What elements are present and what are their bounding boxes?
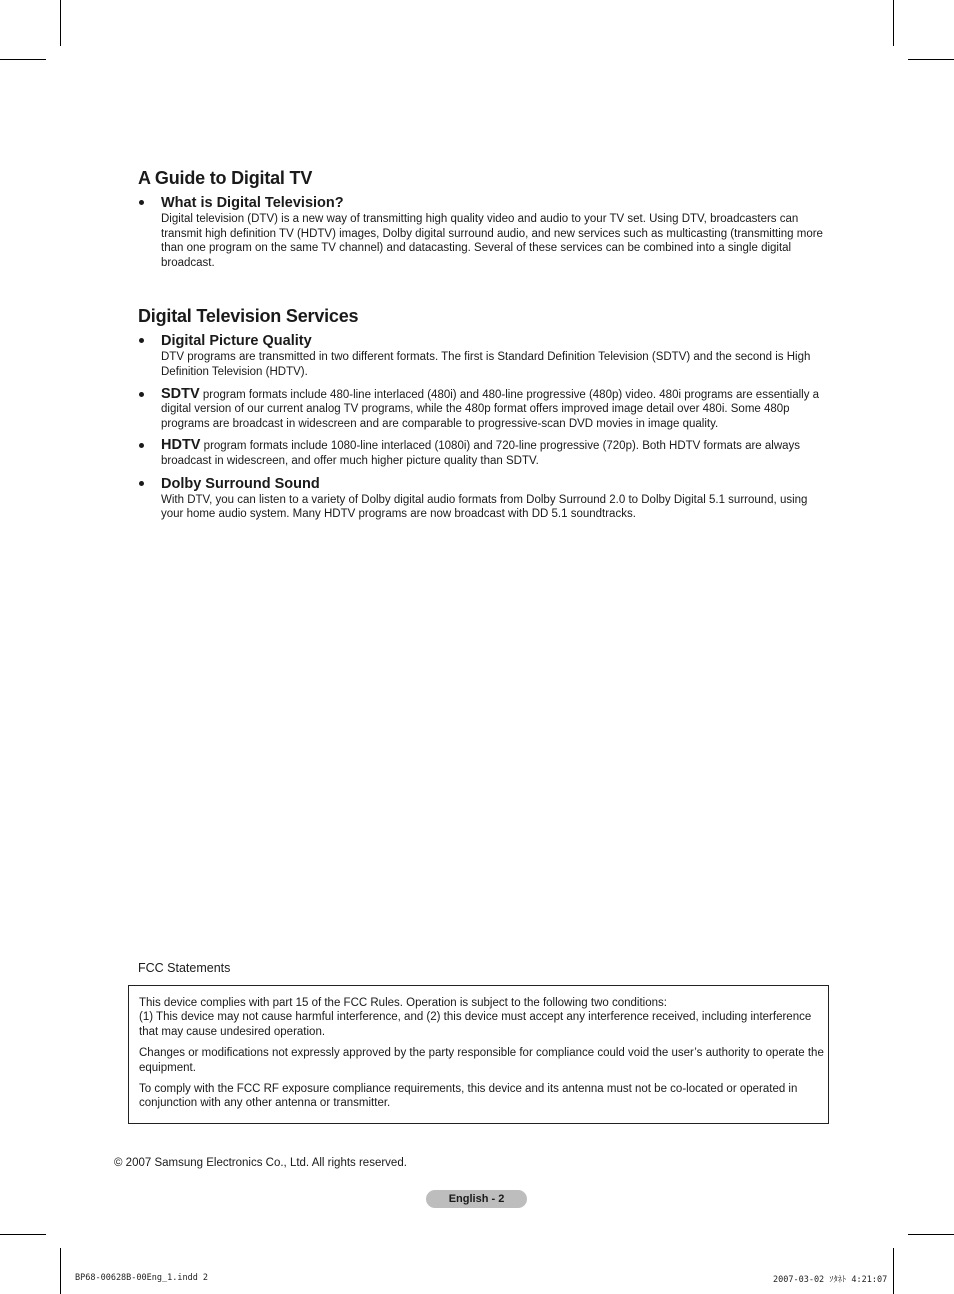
fcc-paragraph: To comply with the FCC RF exposure compliance requirements, this device and its antenna must not be co-located or operated in conjunction with any other antenna or transmitter. xyxy=(139,1083,798,1110)
services-heading: Digital Television Services xyxy=(138,306,359,327)
list-item xyxy=(138,438,830,468)
crop-mark xyxy=(908,59,954,60)
crop-mark xyxy=(893,0,894,46)
list-item xyxy=(138,195,830,270)
print-slug-timestamp: 2007-03-02 ｿﾀﾈﾄ 4:21:07 xyxy=(773,1275,888,1285)
item-text: program formats include 1080-line interlaced (1080i) and 720-line progressive (720p). Both HDTV formats are always broadcast in widescreen, and offer much higher picture quality than SDTV. xyxy=(161,440,801,467)
item-body: Digital television (DTV) is a new way of transmitting high quality video and audio to your TV set. Using DTV, broadcasters can transmit high definition TV (HDTV) images, Dolby digital surround audio, and new services such as multicasting (transmitting more than one program on the same TV channel) and datacasting. Several of these services can be combined into a single digital broadcast. xyxy=(161,213,823,269)
item-title: Digital Picture Quality xyxy=(161,333,312,350)
fcc-paragraph: Changes or modifications not expressly approved by the party responsible for compliance could void the user’s authority to operate the equipment. xyxy=(139,1047,824,1074)
fcc-heading: FCC Statements xyxy=(138,961,231,975)
print-slug-filename: BP68-00628B-00Eng_1.indd 2 xyxy=(75,1273,209,1283)
bullet-icon xyxy=(139,338,144,343)
bullet-icon xyxy=(139,481,144,486)
item-body: With DTV, you can listen to a variety of Dolby digital audio formats from Dolby Surround 2.0 to Dolby Digital 5.1 surround, using your home audio system. Many HDTV programs are now broadcast with DD 5.1 soundtracks. xyxy=(161,493,808,521)
fcc-line: (1) This device may not cause harmful interference, and (2) this device must accept any interference received, including interference that may cause undesired operation. xyxy=(139,1011,812,1038)
item-title: SDTV xyxy=(161,385,200,402)
crop-mark xyxy=(0,1234,46,1235)
crop-mark xyxy=(0,59,46,60)
list-item xyxy=(138,476,830,522)
crop-mark xyxy=(908,1234,954,1235)
item-title: Dolby Surround Sound xyxy=(161,475,320,492)
crop-mark xyxy=(60,0,61,46)
fcc-statement-box xyxy=(128,985,829,1124)
list-item xyxy=(138,333,830,379)
copyright-notice: © 2007 Samsung Electronics Co., Ltd. All rights reserved. xyxy=(114,1157,407,1169)
bullet-icon xyxy=(139,392,144,397)
bullet-icon xyxy=(139,443,144,448)
main-content xyxy=(138,168,830,529)
crop-mark xyxy=(60,1248,61,1294)
fcc-paragraph xyxy=(139,996,828,1039)
item-body: DTV programs are transmitted in two different formats. The first is Standard Definition Television (SDTV) and the second is High Definition Television (HDTV). xyxy=(161,351,811,378)
crop-mark xyxy=(893,1248,894,1294)
item-title: What is Digital Television? xyxy=(161,195,344,211)
item-body xyxy=(161,387,830,432)
fcc-line: This device complies with part 15 of the FCC Rules. Operation is subject to the following two conditions: xyxy=(139,997,667,1009)
bullet-icon xyxy=(139,200,144,205)
item-text: program formats include 480-line interlaced (480i) and 480-line progressive (480p) video. 480i programs are essentially a digital version of our current analog TV programs, while the 480p format offers improved image detail over 480i. Some 480p programs are broadcast in widescreen and are comparable to progressive-scan DVD movies in image quality. xyxy=(161,388,820,430)
item-title: HDTV xyxy=(161,437,201,454)
page-number-badge: English - 2 xyxy=(426,1190,527,1208)
list-item xyxy=(138,387,830,432)
guide-heading: A Guide to Digital TV xyxy=(138,168,313,188)
item-body xyxy=(161,438,830,468)
